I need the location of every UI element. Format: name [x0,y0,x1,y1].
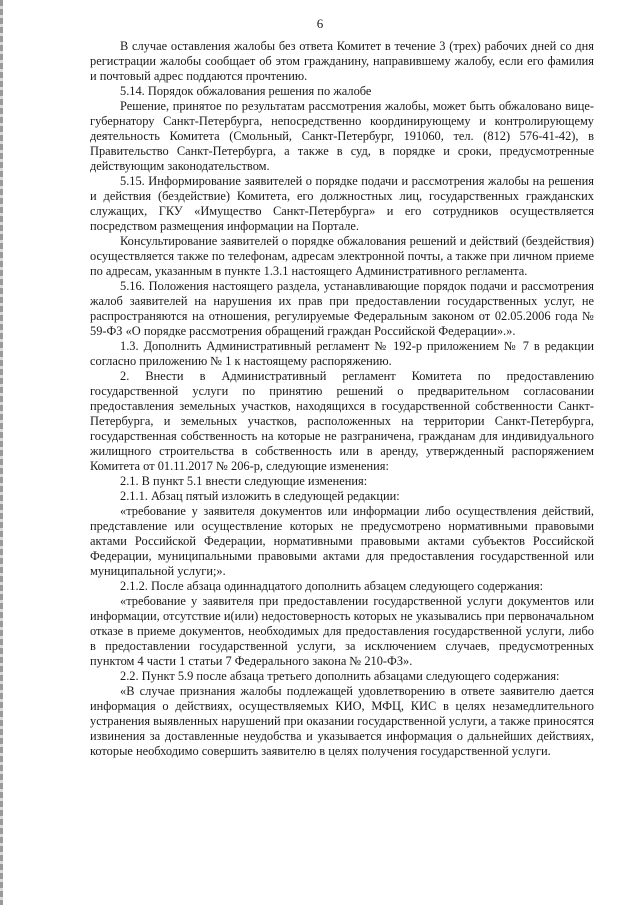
paragraph: 2.2. Пункт 5.9 после абзаца третьего дополнить абзацами следующего содержания: [120,669,560,683]
paragraph: 2.1.2. После абзаца одиннадцатого дополнить абзацем следующего содержания: [120,579,544,593]
paragraph: 2.1.1. Абзац пятый изложить в следующей редакции: [120,489,400,503]
quoted-paragraph: «В случае признания жалобы подлежащей удовлетворению в ответе заявителю дается информация о действиях, осуществляемых КИО, МФЦ, КИС в целях незамедлительного устранения выявленных нарушений при оказании государственной услуги, а также приносятся извинения за доставленные неудобства и указывается информация о дальнейших действиях, которые необходимо совершить заявителю в целях получения государственной услуги. [90,684,594,758]
paragraph: 1.3. Дополнить Административный регламент № 192-р приложением № 7 в редакции согласно приложению № 1 к настоящему распоряжению. [90,339,594,368]
quoted-paragraph: «требование у заявителя при предоставлении государственной услуги документов или информации, отсутствие и(или) недостоверность которых не указывались при первоначальном отказе в приеме документов, необходимых для предоставления государственной услуги, либо в предоставлении государственной услуги, за исключением случаев, предусмотренных пунктом 4 части 1 статьи 7 Федерального закона № 210-ФЗ». [90,594,594,668]
paragraph: 2.1. В пункт 5.1 внести следующие изменения: [120,474,368,488]
page-edge-decoration [0,0,3,905]
paragraph: 5.16. Положения настоящего раздела, устанавливающие порядок подачи и рассмотрения жалоб заявителей на нарушения их прав при предоставлении государственных услуг, не распространяются на отношения, регулируемые Федеральным законом от 02.05.2006 года № 59-ФЗ «О порядке рассмотрения обращений граждан Российской Федерации».». [90,279,594,338]
page-number: 6 [316,16,324,31]
paragraph: 5.15. Информирование заявителей о порядке подачи и рассмотрения жалобы на решения и действия (бездействие) Комитета, его должностных лиц, государственных гражданских служащих, ГКУ «Имущество Санкт-Петербурга» и его сотрудников осуществляется посредством размещения информации на Портале. [90,174,594,233]
paragraph: Консультирование заявителей о порядке обжалования решений и действий (бездействия) осуществляется также по телефонам, адресам электронной почты, а также при личном приеме по адресам, указанным в пункте 1.3.1 настоящего Административного регламента. [90,234,594,278]
paragraph: Решение, принятое по результатам рассмотрения жалобы, может быть обжаловано вице-губернатору Санкт-Петербурга, непосредственно координирующему и контролирующему деятельность Комитета (Смольный, Санкт-Петербург, 191060, тел. (812) 576-41-42), в Правительство Санкт-Петербурга, а также в суд, в порядке и сроки, предусмотренные действующим законодательством. [90,99,594,173]
quoted-paragraph: «требование у заявителя документов или информации либо осуществления действий, представление или осуществление которых не предусмотрено нормативными правовыми актами Российской Федерации, нормативными правовыми актами субъектов Российской Федерации, муниципальными правовыми актами для предоставления государственной или муниципальной услуги;». [90,504,594,578]
document-body [90,39,594,759]
paragraph: В случае оставления жалобы без ответа Комитет в течение 3 (трех) рабочих дней со дня регистрации жалобы сообщает об этом гражданину, направившему жалобу, если его фамилия и почтовый адрес поддаются прочтению. [90,39,594,83]
section-heading: 5.14. Порядок обжалования решения по жалобе [120,84,372,98]
paragraph: 2. Внести в Административный регламент Комитета по предоставлению государственной услуги по принятию решений о предварительном согласовании предоставления земельных участков, находящихся в государственной собственности Санкт-Петербурга, и земельных участков, расположенных на территории Санкт-Петербурга, государственная собственность на которые не разграничена, гражданам для индивидуального жилищного строительства в собственность или в аренду, утвержденный распоряжением Комитета от 01.11.2017 № 206-р, следующие изменения: [90,369,594,473]
